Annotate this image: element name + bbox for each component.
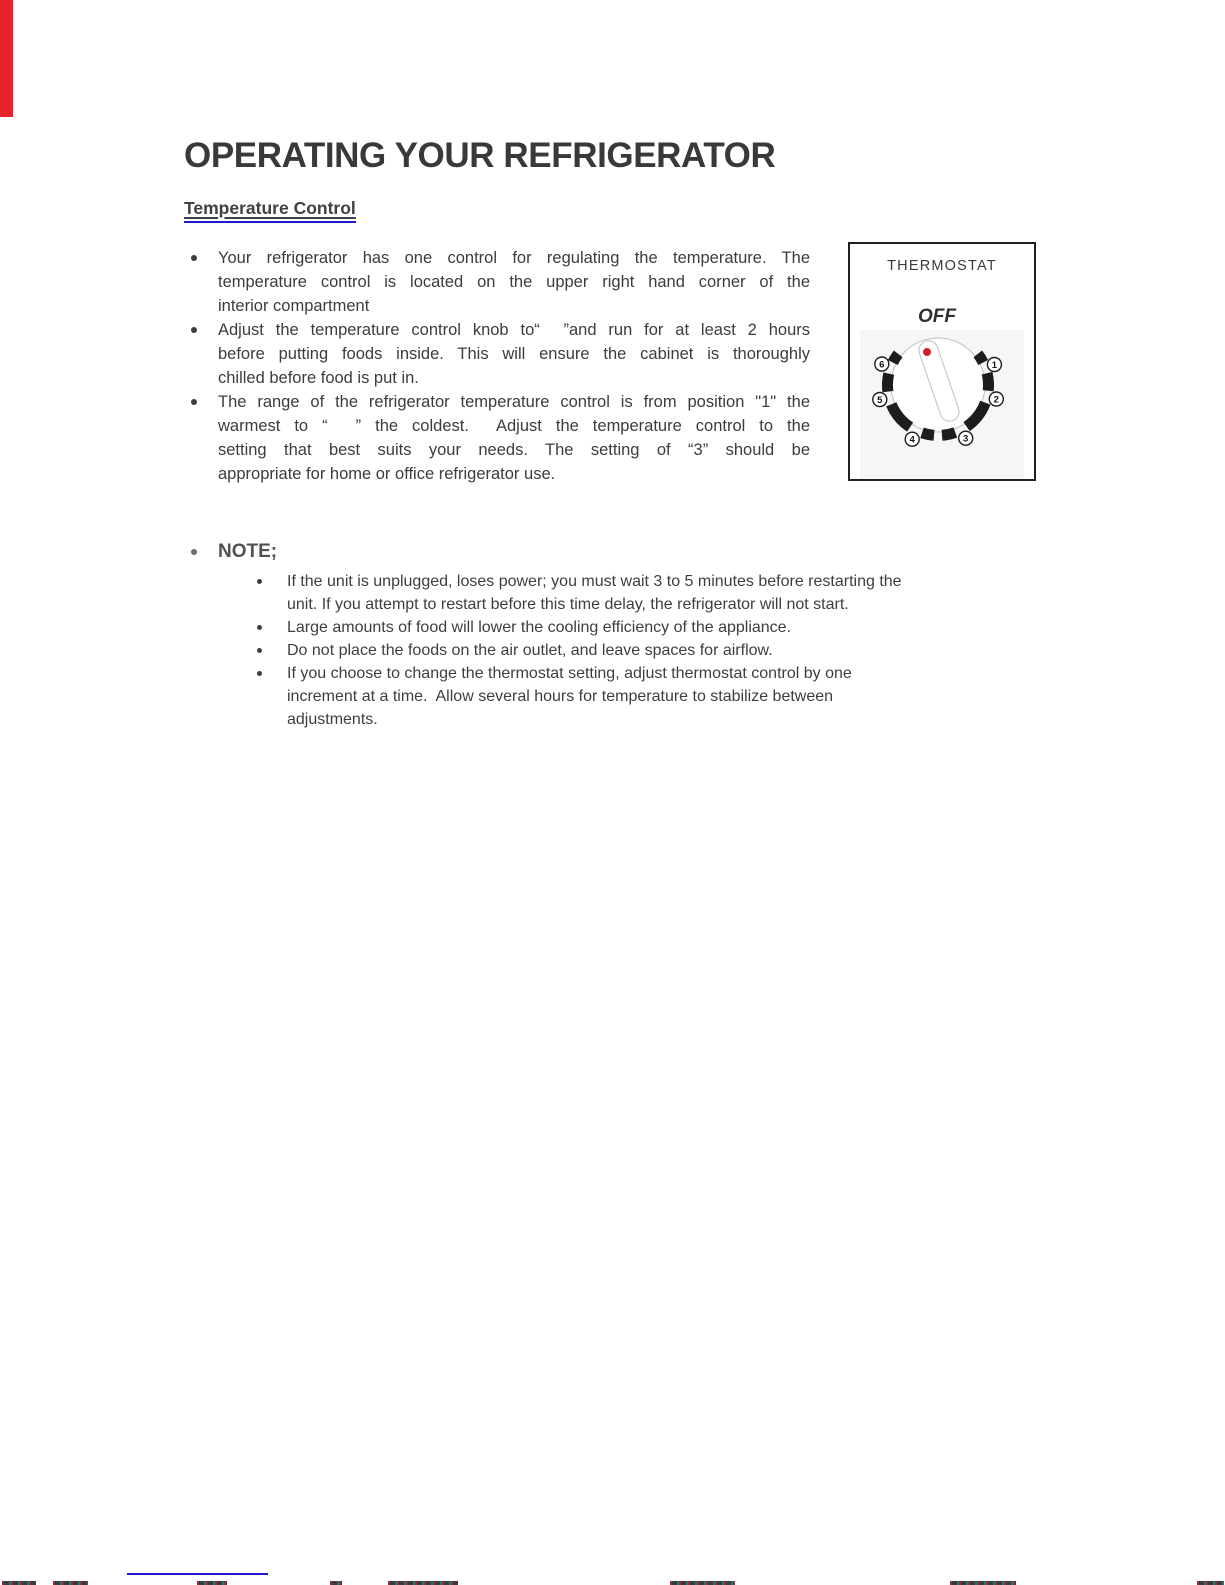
cutoff-text-fragment [950, 1581, 1016, 1585]
bullet-line: Your refrigerator has one control for regulating the temperature. The [218, 249, 810, 267]
note-line: unit. If you attempt to restart before this time delay, the refrigerator will not start. [287, 596, 849, 613]
cutoff-text-fragment [53, 1581, 88, 1585]
bullet-dot [191, 399, 197, 405]
dial-number-1 [987, 358, 1001, 372]
cutoff-text-fragment [388, 1581, 458, 1585]
note-list [287, 570, 1017, 731]
note-line: adjustments. [287, 711, 378, 728]
note-item [287, 570, 1017, 616]
thermostat-panel [848, 242, 1036, 481]
bullet-line: temperature control is located on the upper right hand corner of the [218, 273, 810, 291]
note-line: If the unit is unplugged, loses power; you must wait 3 to 5 minutes before restarting the [287, 573, 902, 590]
cutoff-text-fragment [197, 1581, 227, 1585]
dial-band-segment [887, 374, 888, 392]
bullet-dot [257, 671, 262, 676]
svg-text:3: 3 [963, 433, 969, 445]
bullet-dot [191, 327, 197, 333]
dial-band-segment [978, 354, 983, 363]
cutoff-text-fragment [670, 1581, 735, 1585]
bullet-list [218, 246, 810, 486]
dial-number-3 [959, 431, 973, 445]
note-line: Large amounts of food will lower the cooling efficiency of the appliance. [287, 619, 792, 636]
bullet-line: before putting foods inside. This will ensure the cabinet is thoroughly [218, 345, 810, 363]
bullet-dot [257, 579, 262, 584]
note-label [218, 540, 1017, 564]
pointer-red-dot [923, 348, 931, 356]
dial-number-5 [873, 393, 887, 407]
bullet-line: chilled before food is put in. [218, 369, 419, 387]
svg-text:5: 5 [877, 394, 883, 406]
bullet-item [218, 246, 810, 318]
bullet-item [218, 318, 810, 390]
note-line: increment at a time. Allow several hours for temperature to stabilize between [287, 688, 834, 705]
page-title: OPERATING YOUR REFRIGERATOR [184, 136, 776, 175]
bullet-line: appropriate for home or office refrigerator use. [218, 465, 556, 483]
note-section [218, 540, 1017, 731]
svg-text:4: 4 [909, 434, 915, 446]
note-line: If you choose to change the thermostat setting, adjust thermostat control by one [287, 665, 852, 682]
section-heading: Temperature Control [184, 197, 356, 223]
dial-band-segment [893, 354, 898, 363]
bullet-dot [257, 648, 262, 653]
note-label-text: NOTE; [218, 541, 278, 562]
bullet-dot [191, 255, 197, 261]
bullet-line: The range of the refrigerator temperature control is from position "1" the [218, 393, 810, 411]
dial-band-segment [942, 433, 955, 436]
note-item [287, 616, 1017, 639]
note-item [287, 662, 1017, 731]
bullet-line: Adjust the temperature control knob to“ ”and run for at least 2 hours [218, 321, 810, 339]
bottom-blue-line [127, 1573, 268, 1575]
cutoff-text-fragment [1197, 1581, 1224, 1585]
dial-number-6 [875, 357, 889, 371]
bullet-item [218, 390, 810, 486]
svg-text:6: 6 [879, 359, 885, 371]
svg-text:1: 1 [991, 359, 998, 371]
bullet-dot [191, 549, 197, 555]
dial-band-segment [922, 433, 934, 435]
dial-band-segment [987, 373, 988, 391]
note-item [287, 639, 1017, 662]
bullet-line: interior compartment [218, 297, 370, 315]
note-line: Do not place the foods on the air outlet, and leave spaces for airflow. [287, 642, 773, 659]
svg-text:2: 2 [993, 394, 999, 406]
cutoff-text-fragment [330, 1581, 342, 1585]
thermostat-panel-title: THERMOSTAT [887, 258, 997, 274]
dial-number-2 [989, 392, 1003, 406]
thermostat-dial-svg [850, 244, 1034, 479]
bullet-line: setting that best suits your needs. The setting of “3” should be [218, 441, 810, 459]
cutoff-text-fragment [2, 1581, 36, 1585]
red-edge-stripe [0, 0, 13, 117]
bullet-dot [257, 625, 262, 630]
bullet-line: warmest to “ ” the coldest. Adjust the temperature control to the [218, 417, 810, 435]
dial-number-4 [905, 432, 919, 446]
thermostat-off-label: OFF [918, 306, 956, 327]
